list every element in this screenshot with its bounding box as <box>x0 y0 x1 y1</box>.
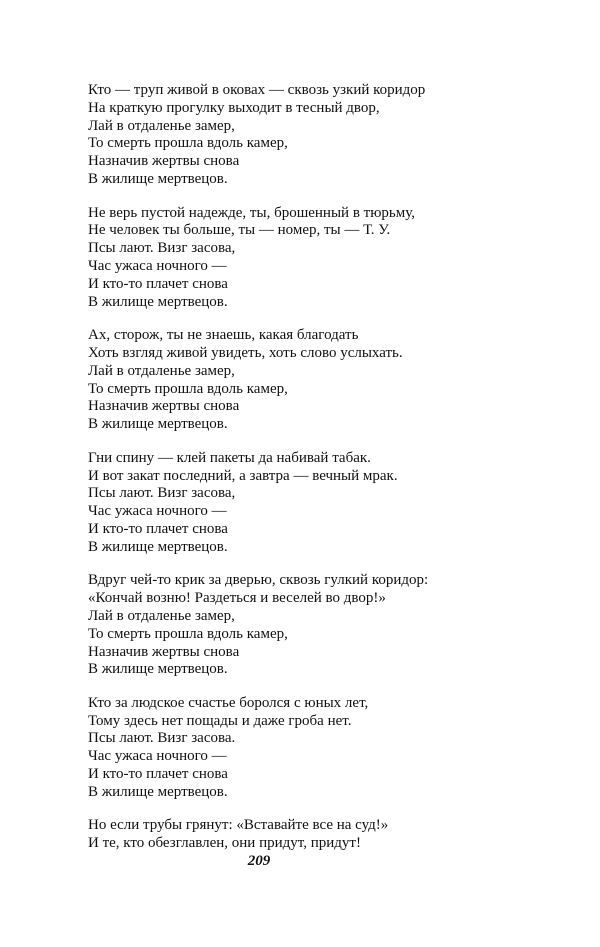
poem-line: Час ужаса ночного — <box>88 503 227 520</box>
poem-line: То смерть прошла вдоль камер, <box>88 380 288 397</box>
stanza <box>88 817 508 853</box>
poem-line: Гни спину — клей пакеты да набивай табак. <box>88 449 371 466</box>
poem-line: И кто-то плачет снова <box>88 275 228 292</box>
poem-line: Ах, сторож, ты не знаешь, какая благодать <box>88 327 359 344</box>
poem-line: Лай в отдаленье замер, <box>88 362 235 379</box>
poem-line: Назначив жертвы снова <box>88 153 240 170</box>
poem-line: То смерть прошла вдоль камер, <box>88 135 288 152</box>
stanza <box>88 327 508 434</box>
poem-line: И вот закат последний, а завтра — вечный мрак. <box>88 467 398 484</box>
poem-line: В жилище мертвецов. <box>88 538 228 555</box>
poem-line: Кто за людское счастье боролся с юных лет, <box>88 694 369 711</box>
poem-line: «Кончай возню! Раздеться и веселей во двор!» <box>88 590 386 607</box>
poem-line: В жилище мертвецов. <box>88 783 228 800</box>
stanza <box>88 572 508 679</box>
stanza <box>88 695 508 802</box>
poem-line: И те, кто обезглавлен, они придут, придут! <box>88 835 361 852</box>
stanza <box>88 205 508 312</box>
poem-line: Тому здесь нет пощады и даже гроба нет. <box>88 712 352 729</box>
poem-line: То смерть прошла вдоль камер, <box>88 625 288 642</box>
poem-line: Псы лают. Визг засова. <box>88 730 236 747</box>
poem-line: Назначив жертвы снова <box>88 643 240 660</box>
poem-line: На краткую прогулку выходит в тесный двор, <box>88 99 380 116</box>
poem-line: Не человек ты больше, ты — номер, ты — Т. У. <box>88 222 391 239</box>
poem-line: Лай в отдаленье замер, <box>88 607 235 624</box>
poem-line: Кто — труп живой в оковах — сквозь узкий коридор <box>88 82 426 98</box>
poem-line: В жилище мертвецов. <box>88 293 228 310</box>
poem-line: Псы лают. Визг засова, <box>88 240 236 257</box>
poem-line: Час ужаса ночного — <box>88 257 227 274</box>
poem-line: Назначив жертвы снова <box>88 398 240 415</box>
poem-line: В жилище мертвецов. <box>88 661 228 678</box>
stanza <box>88 450 508 557</box>
poem-line: Хоть взгляд живой увидеть, хоть слово услыхать. <box>88 344 403 361</box>
poem-line: Не верь пустой надежде, ты, брошенный в тюрьму, <box>88 204 415 221</box>
page-number: 209 <box>247 853 271 869</box>
stanza <box>88 82 508 189</box>
poem-line: И кто-то плачет снова <box>88 766 228 783</box>
poem-line: Час ужаса ночного — <box>88 748 227 765</box>
poem-line: Вдруг чей-то крик за дверью, сквозь гулкий коридор: <box>88 572 429 589</box>
poem-line: В жилище мертвецов. <box>88 416 228 433</box>
poem-line: И кто-то плачет снова <box>88 520 228 537</box>
poem-line: Псы лают. Визг засова, <box>88 485 236 502</box>
poem-line: В жилище мертвецов. <box>88 170 228 187</box>
poem-line: Лай в отдаленье замер, <box>88 117 235 134</box>
poem-line: Но если трубы грянут: «Вставайте все на суд!» <box>88 817 389 834</box>
poem <box>88 82 508 869</box>
